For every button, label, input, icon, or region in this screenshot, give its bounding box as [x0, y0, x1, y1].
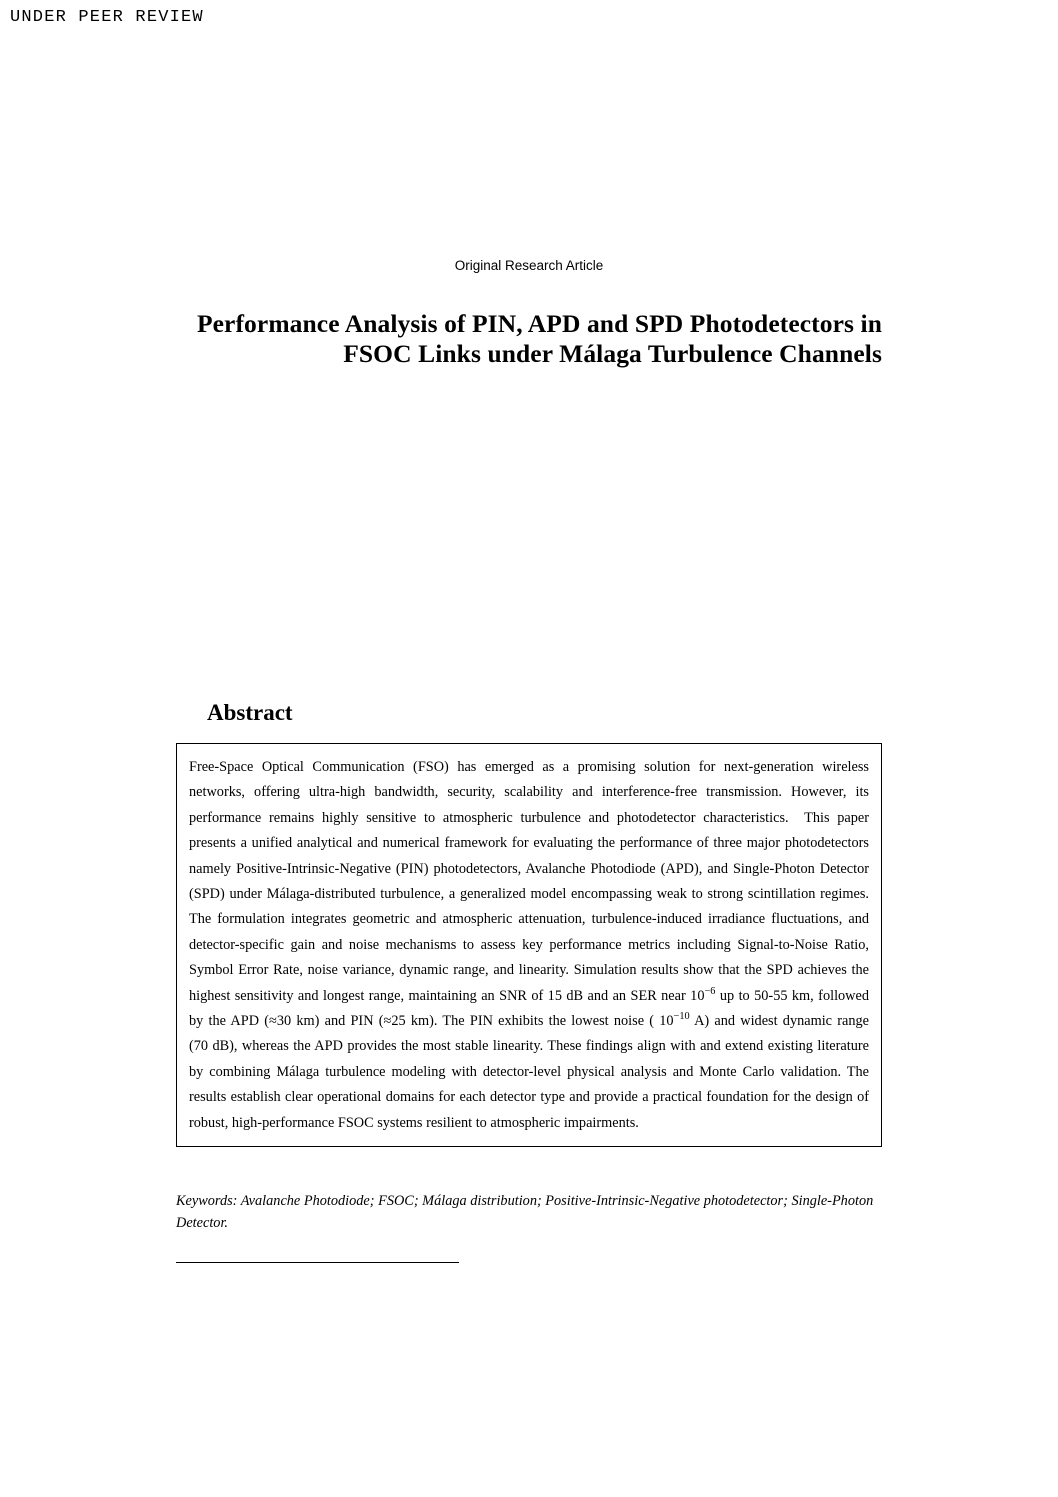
abstract-box [176, 743, 882, 1147]
page-title: Performance Analysis of PIN, APD and SPD Photodetectors in FSOC Links under Málaga Turbulence Channels [196, 309, 882, 369]
peer-review-watermark: UNDER PEER REVIEW [10, 8, 204, 27]
article-type-label: Original Research Article [454, 258, 604, 273]
abstract-body: Free-Space Optical Communication (FSO) has emerged as a promising solution for next-generation wireless networks, offering ultra-high bandwidth, security, scalability and interference-free transmission. However, its performance remains highly sensitive to atmospheric turbulence and photodetector characteristics. This paper presents a unified analytical and numerical framework for evaluating the performance of three major photodetectors namely Positive-Intrinsic-Negative (PIN) photodetectors, Avalanche Photodiode (APD), and Single-Photon Detector (SPD) under Málaga-distributed turbulence, a generalized model encompassing weak to strong scintillation regimes. The formulation integrates geometric and atmospheric attenuation, turbulence-induced irradiance fluctuations, and detector-specific gain and noise mechanisms to assess key performance metrics including Signal-to-Noise Ratio, Symbol Error Rate, noise variance, dynamic range, and linearity. Simulation results show that the SPD achieves the highest sensitivity and longest range, maintaining an SNR of 15 dB and an SER near $10^{-6}$ up to 50-55 km, followed by the APD (≈30 km) and PIN (≈25 km). The PIN exhibits the lowest noise ( $10^{-10}$ A) and widest dynamic range (70 dB), whereas the APD provides the most stable linearity. These findings align with and extend existing literature by combining Málaga turbulence modeling with detector-level physical analysis and Monte Carlo validation. The results establish clear operational domains for each detector type and provide a practical foundation for the design of robust, high-performance FSOC systems resilient to atmospheric impairments. [189, 759, 870, 1131]
footnote-separator [176, 1262, 459, 1263]
abstract-heading: Abstract [207, 700, 293, 725]
keywords-line: Keywords: Avalanche Photodiode; FSOC; Málaga distribution; Positive-Intrinsic-Negative photodetector; Single-Photon Detector. [176, 1193, 874, 1231]
